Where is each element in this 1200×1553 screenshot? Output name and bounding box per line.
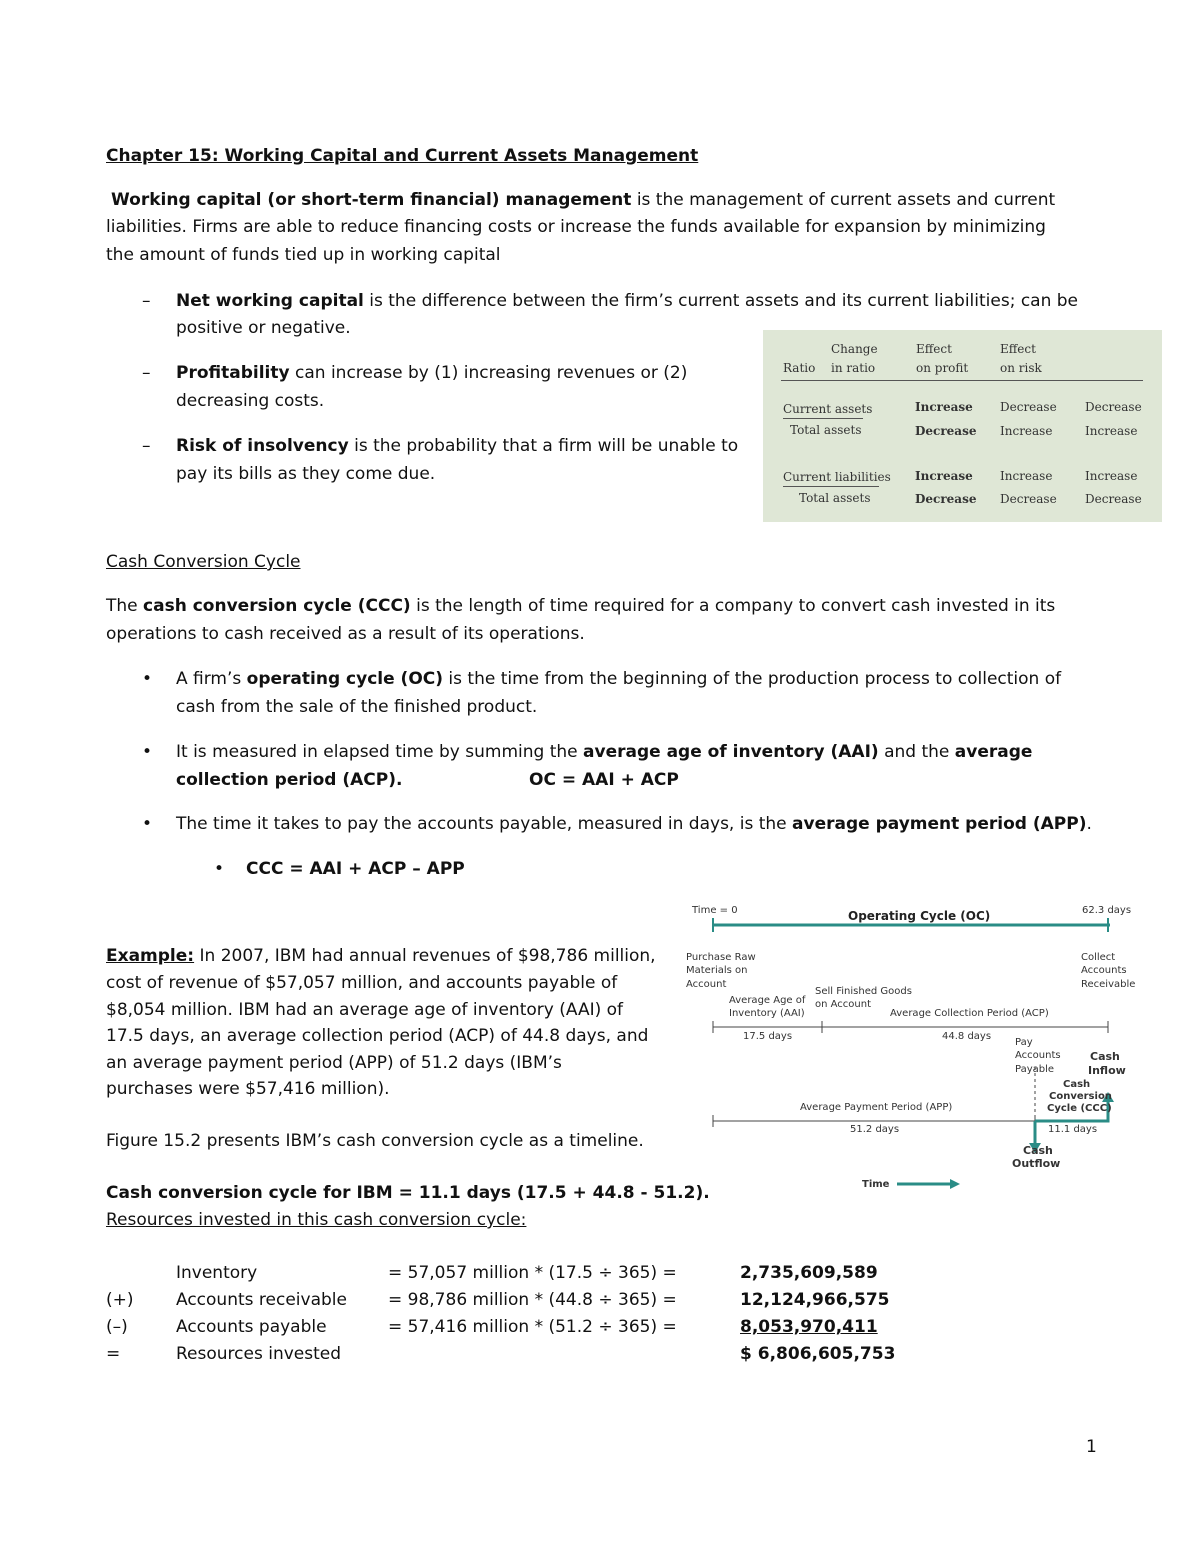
calc-formula: = 57,416 million * (51.2 ÷ 365) =: [388, 1317, 677, 1337]
intro-line-3: the amount of funds tied up in working capital: [106, 245, 501, 265]
list-item-cont: positive or negative.: [176, 318, 351, 338]
intro-line-1: Working capital (or short-term financial) management is the management of current assets and current: [111, 190, 1056, 210]
row1-change-b: Decrease: [915, 424, 977, 438]
header-risk-2: on risk: [1000, 361, 1042, 375]
ccc-label: Cycle (CCC): [1047, 1103, 1112, 1114]
calc-value: 8,053,970,411: [740, 1317, 878, 1337]
inflow-label: Cash: [1090, 1050, 1120, 1063]
cash-conversion-timeline: [680, 895, 1140, 1200]
calc-op: (–): [106, 1317, 128, 1337]
pay-label: Accounts: [1015, 1050, 1061, 1061]
time-arrowhead: [950, 1179, 960, 1189]
acp-days: 44.8 days: [942, 1031, 992, 1042]
pay-label: Payable: [1015, 1064, 1055, 1075]
bullet-item: It is measured in elapsed time by summing the average age of inventory (AAI) and the average: [176, 742, 1033, 762]
dash-marker: –: [142, 436, 151, 456]
list-item: Risk of insolvency is the probability that a firm will be unable to: [176, 436, 739, 456]
row1-risk-a: Decrease: [1085, 400, 1142, 414]
row2-risk-b: Decrease: [1085, 492, 1142, 506]
page-number: 1: [1086, 1437, 1097, 1457]
ccc-def-line-1: The cash conversion cycle (CCC) is the length of time required for a company to convert cash invested in its: [106, 596, 1056, 616]
app-label: Average Payment Period (APP): [800, 1102, 953, 1113]
fraction-bar: [783, 418, 863, 419]
example-line-6: purchases were $57,416 million).: [106, 1079, 390, 1099]
time-zero: Time = 0: [692, 905, 738, 916]
header-profit-1: Effect: [916, 342, 952, 356]
list-item: Net working capital is the difference between the firm’s current assets and its current liabilities; can be: [176, 291, 1079, 311]
list-item-cont: decreasing costs.: [176, 391, 325, 411]
calc-label: Accounts receivable: [176, 1290, 347, 1310]
row2-risk-a: Increase: [1085, 469, 1138, 483]
header-risk-1: Effect: [1000, 342, 1036, 356]
row1-profit-a: Decrease: [1000, 400, 1057, 414]
collect-label: Receivable: [1081, 979, 1136, 990]
purchase-label: Purchase Raw: [686, 952, 756, 963]
aai-days: 17.5 days: [743, 1031, 793, 1042]
collect-label: Collect: [1081, 952, 1116, 963]
pay-label: Pay: [1015, 1037, 1033, 1048]
ccc-label: Conversion: [1049, 1091, 1112, 1102]
list-item-cont: pay its bills as they come due.: [176, 464, 436, 484]
example-line-1: Example: In 2007, IBM had annual revenues of $98,786 million,: [106, 946, 656, 966]
bullet-item-cont: collection period (ACP).: [176, 770, 403, 790]
bullet-marker: •: [142, 669, 153, 689]
header-change-2: in ratio: [831, 361, 876, 375]
ccc-ibm: Cash conversion cycle for IBM = 11.1 days (17.5 + 44.8 - 51.2).: [106, 1183, 710, 1203]
bullet-marker: •: [142, 814, 153, 834]
header-rule: [781, 380, 1143, 381]
dash-marker: –: [142, 363, 151, 383]
bullet-marker: •: [142, 742, 153, 762]
example-line-4: 17.5 days, an average collection period (ACP) of 44.8 days, and: [106, 1026, 649, 1046]
oc-formula: OC = AAI + ACP: [529, 770, 679, 790]
row1-denominator: Total assets: [790, 423, 862, 437]
row2-change-a: Increase: [915, 469, 973, 483]
ccc-def-line-2: operations to cash received as a result of its operations.: [106, 624, 585, 644]
inflow-label: Inflow: [1088, 1064, 1126, 1077]
header-profit-2: on profit: [916, 361, 969, 375]
calc-value: 2,735,609,589: [740, 1263, 878, 1283]
outflow-label: Cash: [1023, 1144, 1053, 1157]
aai-label: Inventory (AAI): [729, 1008, 805, 1019]
ccc-formula: CCC = AAI + ACP – APP: [246, 859, 465, 879]
resources-heading: Resources invested in this cash conversion cycle:: [106, 1210, 527, 1230]
sell-label: on Account: [815, 999, 872, 1010]
ratio-table: [763, 330, 1162, 522]
section-heading: Cash Conversion Cycle: [106, 552, 301, 572]
calc-value: $ 6,806,605,753: [740, 1344, 896, 1364]
row1-risk-b: Increase: [1085, 424, 1138, 438]
row1-profit-b: Increase: [1000, 424, 1053, 438]
example-line-3: $8,054 million. IBM had an average age of inventory (AAI) of: [106, 1000, 624, 1020]
row2-change-b: Decrease: [915, 492, 977, 506]
list-item: Profitability can increase by (1) increasing revenues or (2): [176, 363, 688, 383]
acp-label: Average Collection Period (ACP): [890, 1008, 1049, 1019]
ccc-label: Cash: [1063, 1079, 1091, 1090]
sell-label: Sell Finished Goods: [815, 986, 912, 997]
row2-numerator: Current liabilities: [783, 470, 891, 484]
time-label: Time: [862, 1179, 890, 1190]
example-line-5: an average payment period (APP) of 51.2 days (IBM’s: [106, 1053, 562, 1073]
example-line-2: cost of revenue of $57,057 million, and accounts payable of: [106, 973, 618, 993]
calc-formula: = 57,057 million * (17.5 ÷ 365) =: [388, 1263, 677, 1283]
calc-op: (+): [106, 1290, 134, 1310]
row2-profit-b: Decrease: [1000, 492, 1057, 506]
timeline-lines: [680, 895, 1140, 1200]
aai-label: Average Age of: [729, 995, 806, 1006]
calc-formula: = 98,786 million * (44.8 ÷ 365) =: [388, 1290, 677, 1310]
outflow-label: Outflow: [1012, 1157, 1061, 1170]
row2-profit-a: Increase: [1000, 469, 1053, 483]
oc-end-days: 62.3 days: [1082, 905, 1132, 916]
row1-change-a: Increase: [915, 400, 973, 414]
purchase-label: Materials on: [686, 965, 748, 976]
figure-reference: Figure 15.2 presents IBM’s cash conversion cycle as a timeline.: [106, 1131, 644, 1151]
purchase-label: Account: [686, 979, 727, 990]
header-change-1: Change: [831, 342, 878, 356]
row1-numerator: Current assets: [783, 402, 873, 416]
row2-denominator: Total assets: [799, 491, 871, 505]
calc-label: Resources invested: [176, 1344, 342, 1364]
oc-title: Operating Cycle (OC): [848, 909, 991, 923]
calc-value: 12,124,966,575: [740, 1290, 890, 1310]
bullet-item: A firm’s operating cycle (OC) is the time from the beginning of the production process to collection of: [176, 669, 1062, 689]
bullet-item-cont: cash from the sale of the finished product.: [176, 697, 538, 717]
dash-marker: –: [142, 291, 151, 311]
fraction-bar: [783, 486, 879, 487]
app-days: 51.2 days: [850, 1124, 900, 1135]
ccc-days: 11.1 days: [1048, 1124, 1098, 1135]
bullet-marker: •: [214, 859, 225, 879]
collect-label: Accounts: [1081, 965, 1127, 976]
calc-label: Accounts payable: [176, 1317, 327, 1337]
intro-line-2: liabilities. Firms are able to reduce financing costs or increase the funds available for expansion by minimizing: [106, 217, 1046, 237]
bullet-item: The time it takes to pay the accounts payable, measured in days, is the average payment period (APP).: [176, 814, 1092, 834]
calc-op: =: [106, 1344, 121, 1364]
header-ratio: Ratio: [783, 361, 816, 375]
page-title: Chapter 15: Working Capital and Current Assets Management: [106, 146, 699, 166]
calc-label: Inventory: [176, 1263, 258, 1283]
